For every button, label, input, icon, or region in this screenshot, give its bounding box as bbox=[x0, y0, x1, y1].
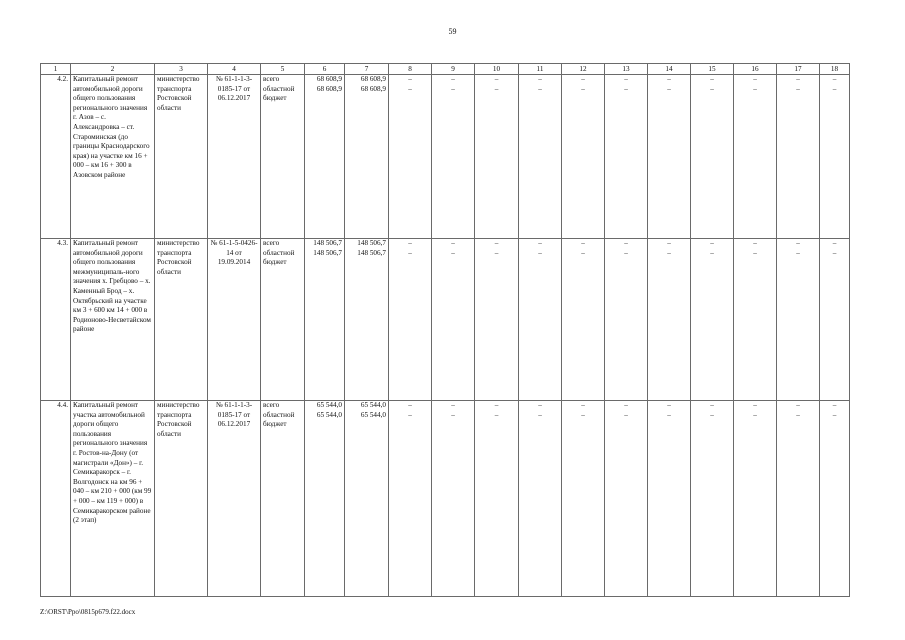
document-file-path: Z:\ORST\Ppo\0815p679.f22.docx bbox=[40, 608, 136, 616]
dash: – bbox=[494, 239, 499, 247]
dash: – bbox=[624, 401, 628, 409]
dash: – bbox=[538, 239, 542, 247]
empty-value-cell bbox=[562, 239, 605, 401]
dash: – bbox=[667, 239, 671, 247]
dash: – bbox=[494, 410, 499, 419]
object-name: Капитальный ремонт участка автомобильной дороги общего пользования регионального значения г. Ростов-на-Дону (от магистрали «Дон») – г. Семикаракорск – г. Волгодонск на км 96 + 040 – км 210 + 000 (км 99 + 000 – км 119 + 000) в Семикаракорском районе (2 этап) bbox=[71, 401, 155, 597]
funding-source bbox=[261, 401, 305, 597]
column-number-9: 9 bbox=[432, 64, 475, 75]
dash: – bbox=[451, 248, 455, 257]
dash: – bbox=[832, 239, 837, 247]
dash: – bbox=[753, 410, 757, 419]
empty-value-cell bbox=[648, 75, 691, 239]
funding-source bbox=[261, 75, 305, 239]
empty-value-cell bbox=[734, 401, 777, 597]
empty-value-cell bbox=[777, 239, 820, 401]
dash: – bbox=[408, 239, 412, 247]
dash: – bbox=[451, 401, 455, 409]
dash: – bbox=[494, 248, 499, 257]
empty-value-cell bbox=[519, 401, 562, 597]
dash: – bbox=[451, 84, 455, 93]
funding-source-total: всего bbox=[263, 239, 280, 247]
value-total: 68 608,9 bbox=[360, 75, 386, 83]
column-7-values bbox=[345, 239, 389, 401]
empty-value-cell bbox=[519, 75, 562, 239]
dash: – bbox=[710, 239, 714, 247]
dash: – bbox=[796, 75, 800, 83]
value-regional: 148 506,7 bbox=[313, 248, 342, 257]
dash: – bbox=[581, 239, 585, 247]
dash: – bbox=[710, 410, 714, 419]
dash: – bbox=[624, 410, 628, 419]
table-row bbox=[41, 75, 850, 239]
column-number-16: 16 bbox=[734, 64, 777, 75]
value-total: 148 506,7 bbox=[313, 239, 342, 247]
column-number-17: 17 bbox=[777, 64, 820, 75]
column-number-18: 18 bbox=[820, 64, 850, 75]
empty-value-cell bbox=[734, 239, 777, 401]
value-regional: 148 506,7 bbox=[357, 248, 386, 257]
dash: – bbox=[796, 248, 800, 257]
dash: – bbox=[538, 401, 542, 409]
empty-value-cell bbox=[475, 239, 519, 401]
dash: – bbox=[753, 75, 757, 83]
dash: – bbox=[538, 410, 542, 419]
value-total: 68 608,9 bbox=[316, 75, 342, 83]
column-6-values bbox=[305, 239, 345, 401]
dash: – bbox=[832, 84, 837, 93]
column-number-7: 7 bbox=[345, 64, 389, 75]
value-regional: 65 544,0 bbox=[360, 410, 386, 419]
empty-value-cell bbox=[691, 75, 734, 239]
dash: – bbox=[796, 401, 800, 409]
row-number: 4.3. bbox=[41, 239, 71, 401]
dash: – bbox=[581, 248, 585, 257]
funding-source-regional: областной бюджет bbox=[263, 248, 295, 267]
funding-source-total: всего bbox=[263, 401, 280, 409]
object-name: Капитальный ремонт автомобильной дороги общего пользования межмуниципаль-ного значения х. Гребцово – х. Каменный Брод – х. Октябрьский на участке км 3 + 600 км 14 + 000 в Родионово-Несветайском районе bbox=[71, 239, 155, 401]
empty-value-cell bbox=[432, 239, 475, 401]
column-number-6: 6 bbox=[305, 64, 345, 75]
empty-value-cell bbox=[519, 239, 562, 401]
financing-table bbox=[40, 63, 850, 597]
dash: – bbox=[667, 84, 671, 93]
column-number-13: 13 bbox=[605, 64, 648, 75]
column-6-values bbox=[305, 75, 345, 239]
empty-value-cell bbox=[605, 75, 648, 239]
value-regional: 65 544,0 bbox=[316, 410, 342, 419]
empty-value-cell bbox=[562, 75, 605, 239]
dash: – bbox=[796, 84, 800, 93]
funding-source-regional: областной бюджет bbox=[263, 84, 295, 103]
dash: – bbox=[451, 75, 455, 83]
dash: – bbox=[624, 84, 628, 93]
dash: – bbox=[832, 401, 837, 409]
empty-value-cell bbox=[648, 401, 691, 597]
value-regional: 68 608,9 bbox=[316, 84, 342, 93]
dash: – bbox=[710, 84, 714, 93]
dash: – bbox=[667, 248, 671, 257]
dash: – bbox=[710, 401, 714, 409]
column-number-15: 15 bbox=[691, 64, 734, 75]
empty-value-cell bbox=[777, 75, 820, 239]
dash: – bbox=[832, 410, 837, 419]
dash: – bbox=[624, 248, 628, 257]
document-reference: № 61-1-5-0426-14 от 19.09.2014 bbox=[208, 239, 261, 401]
dash: – bbox=[667, 401, 671, 409]
empty-value-cell bbox=[389, 75, 432, 239]
table-row bbox=[41, 401, 850, 597]
dash: – bbox=[494, 84, 499, 93]
column-7-values bbox=[345, 401, 389, 597]
dash: – bbox=[624, 75, 628, 83]
dash: – bbox=[538, 84, 542, 93]
table-row bbox=[41, 239, 850, 401]
empty-value-cell bbox=[691, 239, 734, 401]
funding-source-regional: областной бюджет bbox=[263, 410, 295, 429]
empty-value-cell bbox=[820, 75, 850, 239]
dash: – bbox=[494, 401, 499, 409]
dash: – bbox=[581, 84, 585, 93]
dash: – bbox=[753, 239, 757, 247]
dash: – bbox=[408, 248, 412, 257]
responsible-agency: министерство транспорта Ростовской области bbox=[155, 75, 208, 239]
value-total: 148 506,7 bbox=[357, 239, 386, 247]
column-number-12: 12 bbox=[562, 64, 605, 75]
row-number: 4.2. bbox=[41, 75, 71, 239]
empty-value-cell bbox=[820, 401, 850, 597]
column-number-11: 11 bbox=[519, 64, 562, 75]
value-regional: 68 608,9 bbox=[360, 84, 386, 93]
dash: – bbox=[667, 75, 671, 83]
empty-value-cell bbox=[475, 401, 519, 597]
object-name: Капитальный ремонт автомобильной дороги общего пользования регионального значения г. Азов – с. Александровка – ст. Староминская (до границы Краснодарского края) на участке км 16 + 000 – км 16 + 300 в Азовском районе bbox=[71, 75, 155, 239]
funding-source-total: всего bbox=[263, 75, 280, 83]
empty-value-cell bbox=[734, 75, 777, 239]
dash: – bbox=[408, 84, 412, 93]
document-reference: № 61-1-1-3-0185-17 от 06.12.2017 bbox=[208, 401, 261, 597]
column-number-4: 4 bbox=[208, 64, 261, 75]
dash: – bbox=[667, 410, 671, 419]
dash: – bbox=[753, 248, 757, 257]
empty-value-cell bbox=[820, 239, 850, 401]
dash: – bbox=[451, 239, 455, 247]
row-number: 4.4. bbox=[41, 401, 71, 597]
column-number-3: 3 bbox=[155, 64, 208, 75]
column-6-values bbox=[305, 401, 345, 597]
empty-value-cell bbox=[432, 75, 475, 239]
dash: – bbox=[753, 84, 757, 93]
dash: – bbox=[581, 75, 585, 83]
column-number-10: 10 bbox=[475, 64, 519, 75]
empty-value-cell bbox=[389, 401, 432, 597]
column-7-values bbox=[345, 75, 389, 239]
dash: – bbox=[538, 248, 542, 257]
funding-source bbox=[261, 239, 305, 401]
empty-value-cell bbox=[605, 401, 648, 597]
empty-value-cell bbox=[389, 239, 432, 401]
document-reference: № 61-1-1-3-0185-17 от 06.12.2017 bbox=[208, 75, 261, 239]
responsible-agency: министерство транспорта Ростовской области bbox=[155, 239, 208, 401]
column-number-5: 5 bbox=[261, 64, 305, 75]
dash: – bbox=[624, 239, 628, 247]
column-number-8: 8 bbox=[389, 64, 432, 75]
empty-value-cell bbox=[777, 401, 820, 597]
dash: – bbox=[408, 75, 412, 83]
column-number-row bbox=[41, 64, 850, 75]
responsible-agency: министерство транспорта Ростовской области bbox=[155, 401, 208, 597]
page-number: 59 bbox=[448, 27, 457, 36]
dash: – bbox=[753, 401, 757, 409]
empty-value-cell bbox=[648, 239, 691, 401]
dash: – bbox=[796, 410, 800, 419]
value-total: 65 544,0 bbox=[316, 401, 342, 409]
value-total: 65 544,0 bbox=[360, 401, 386, 409]
dash: – bbox=[710, 248, 714, 257]
dash: – bbox=[796, 239, 800, 247]
dash: – bbox=[581, 410, 585, 419]
dash: – bbox=[408, 410, 412, 419]
dash: – bbox=[832, 248, 837, 257]
empty-value-cell bbox=[691, 401, 734, 597]
dash: – bbox=[451, 410, 455, 419]
column-number-14: 14 bbox=[648, 64, 691, 75]
column-number-2: 2 bbox=[71, 64, 155, 75]
dash: – bbox=[832, 75, 837, 83]
empty-value-cell bbox=[432, 401, 475, 597]
dash: – bbox=[538, 75, 542, 83]
dash: – bbox=[408, 401, 412, 409]
dash: – bbox=[494, 75, 499, 83]
empty-value-cell bbox=[475, 75, 519, 239]
empty-value-cell bbox=[605, 239, 648, 401]
dash: – bbox=[710, 75, 714, 83]
column-number-1: 1 bbox=[41, 64, 71, 75]
empty-value-cell bbox=[562, 401, 605, 597]
dash: – bbox=[581, 401, 585, 409]
